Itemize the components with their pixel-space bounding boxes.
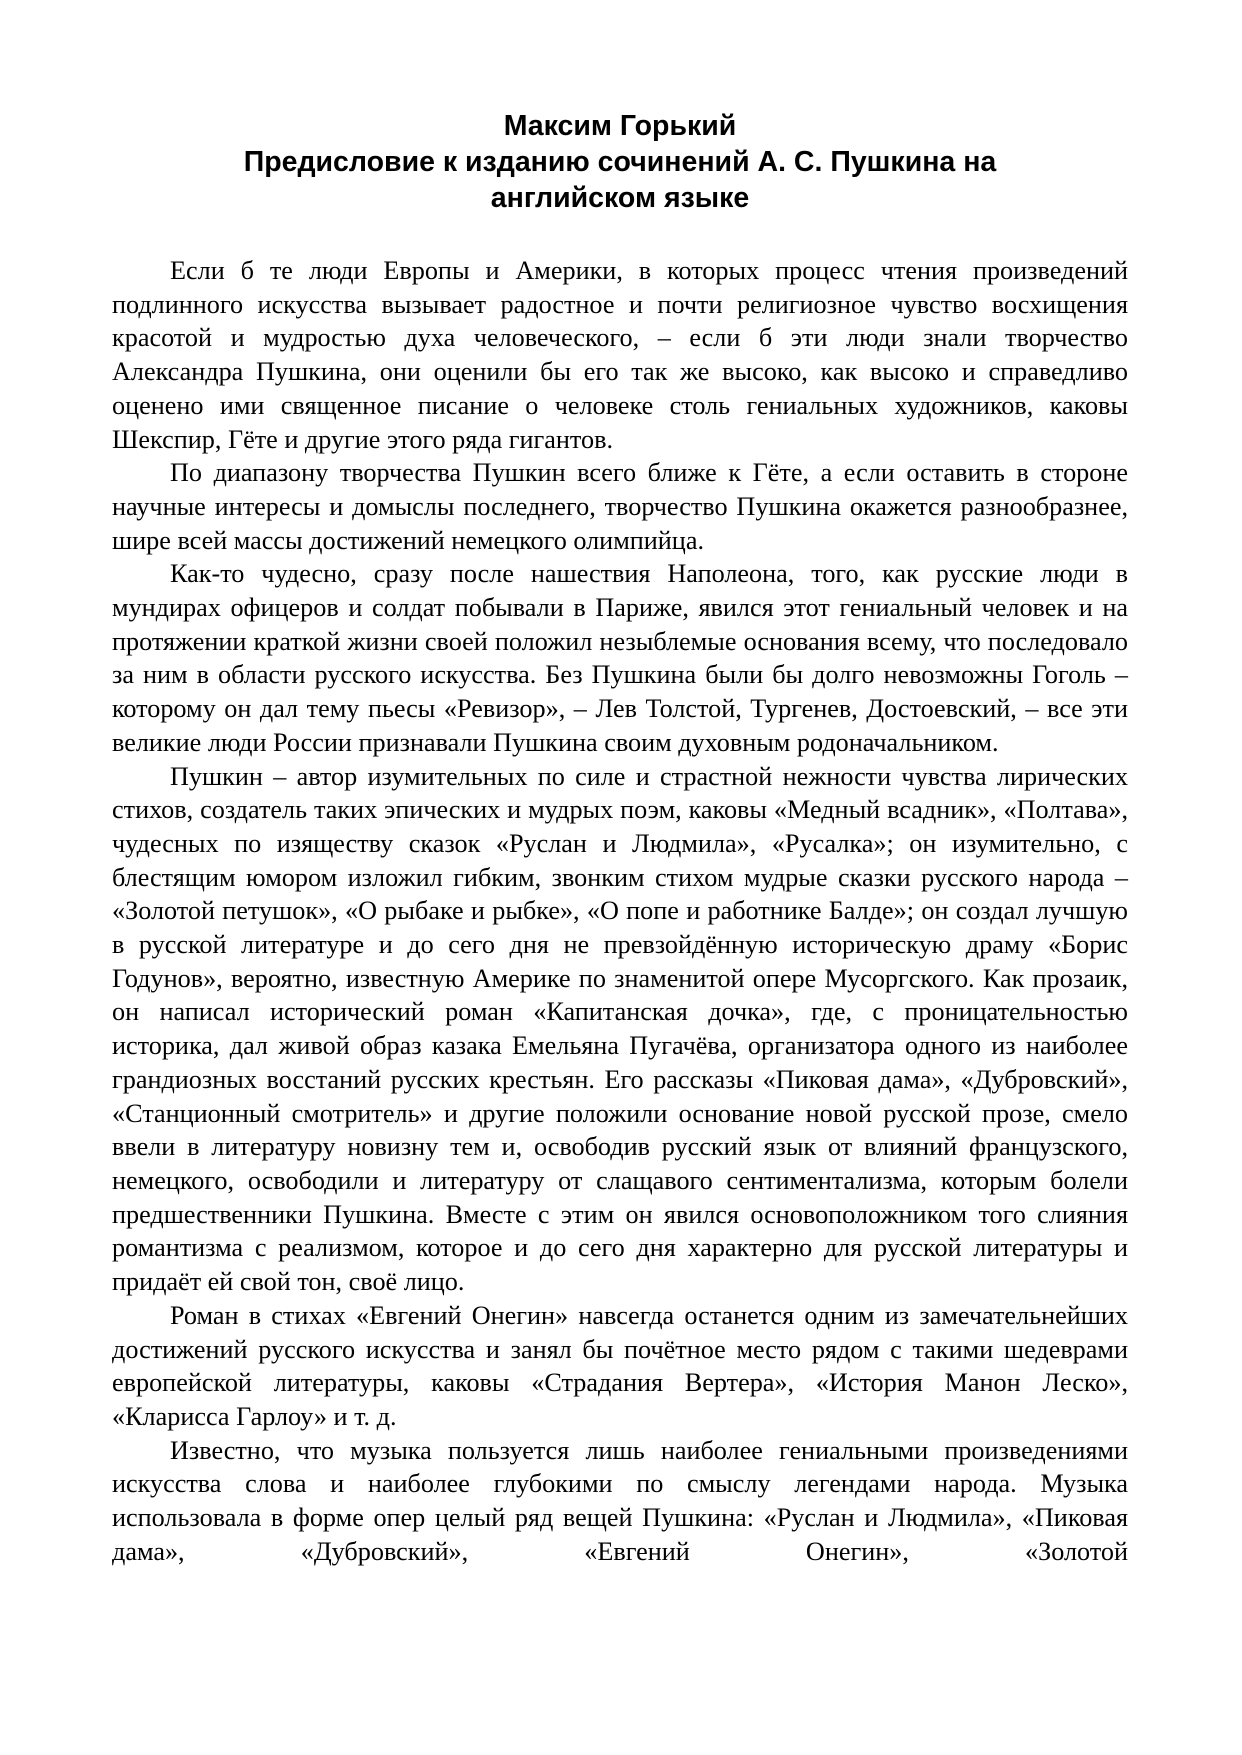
paragraph-5: Роман в стихах «Евгений Онегин» навсегда останется одним из замечательнейших достижений русского искусства и занял бы почётное место рядом с такими шедеврами европейской литературы, каковы «Страдания Вертера», «История Манон Леско», «Кларисса Гарлоу» и т. д. — [112, 1300, 1128, 1431]
document-title-line-1: Предисловие к изданию сочинений А. С. Пушкина на — [243, 146, 997, 178]
paragraph-4: Пушкин – автор изумительных по силе и страстной нежности чувства лирических стихов, создатель таких эпических и мудрых поэм, каковы «Медный всадник», «Полтава», чудесных по изяществу сказок «Руслан и Людмила», «Русалка»; он изумительно, с блестящим юмором изложил гибким, звонким стихом мудрые сказки русского народа – «Золотой петушок», «О рыбаке и рыбке», «О попе и работнике Балде»; он создал лучшую в русской литературе и до сего дня не превзойдённую историческую драму «Борис Годунов», вероятно, известную Америке по знаменитой опере Мусоргского. Как прозаик, он написал исторический роман «Капитанская дочка», где, с проницательностью историка, дал живой образ казака Емельяна Пугачёва, организатора одного из наиболее грандиозных восстаний русских крестьян. Его рассказы «Пиковая дама», «Дубровский», «Станционный смотритель» и другие положили основание новой русской прозе, смело ввели в литературу новизну тем и, освободив русский язык от влияний французского, немецкого, освободили и литературу от слащавого сентиментализма, которым болели предшественники Пушкина. Вместе с этим он явился основоположником того слияния романтизма с реализмом, которое и до сего дня характерно для русской литературы и придаёт ей свой тон, своё лицо. — [112, 761, 1128, 1297]
document-header — [112, 108, 1128, 216]
author-name: Максим Горький — [503, 110, 737, 142]
paragraph-3: Как-то чудесно, сразу после нашествия Наполеона, того, как русские люди в мундирах офицеров и солдат побывали в Париже, явился этот гениальный человек и на протяжении краткой жизни своей положил незыблемые основания всему, что последовало за ним в области русского искусства. Без Пушкина были бы долго невозможны Гоголь – которому он дал тему пьесы «Ревизор», – Лев Толстой, Тургенев, Достоевский, – все эти великие люди России признавали Пушкина своим духовным родоначальником. — [112, 559, 1128, 757]
paragraph-6: Известно, что музыка пользуется лишь наиболее гениальными произведениями искусства слова и наиболее глубокими по смыслу легендами народа. Музыка использовала в форме опер целый ряд вещей Пушкина: «Руслан и Людмила», «Пиковая дама», «Дубровский», «Евгений Онегин», «Золотой — [112, 1435, 1128, 1566]
paragraph-2: По диапазону творчества Пушкин всего ближе к Гёте, а если оставить в стороне научные интересы и домыслы последнего, творчество Пушкина окажется разнообразнее, шире всей массы достижений немецкого олимпийца. — [112, 458, 1128, 555]
paragraph-1: Если б те люди Европы и Америки, в которых процесс чтения произведений подлинного искусства вызывает радостное и почти религиозное чувство восхищения красотой и мудростью духа человеческого, – если б эти люди знали творчество Александра Пушкина, они оценили бы его так же высоко, как высоко и справедливо оценено ими священное писание о человеке столь гениальных художников, каковы Шекспир, Гёте и другие этого ряда гигантов. — [112, 256, 1128, 454]
document-title-line-2: английском языке — [490, 182, 750, 214]
document-body — [112, 254, 1128, 1568]
